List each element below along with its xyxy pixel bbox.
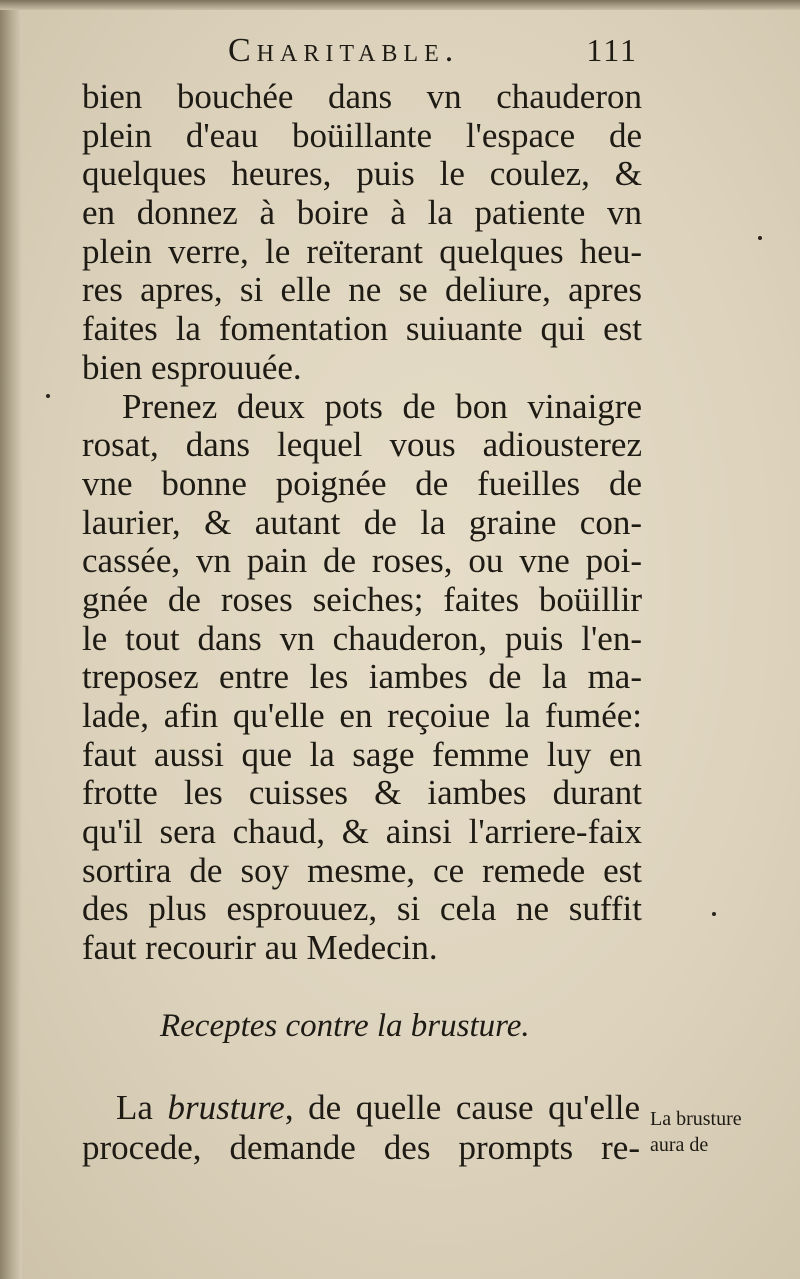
text-line: frotte les cuisses & iambes durant [82,773,642,813]
text-line: cassée, vn pain de roses, ou vne poi- [82,541,642,581]
page-gutter [0,0,22,1279]
text-line: laurier, & autant de la graine con- [82,502,642,542]
page-top-edge [0,0,800,10]
text-line: vne bonne poignée de fueilles de [82,463,642,503]
text-line: qu'il sera chaud, & ainsi l'arriere-faix [82,812,642,852]
text-line: lade, afin qu'elle en reçoiue la fumée: [82,696,642,735]
text-line: plein verre, le reïterant quelques heu- [82,231,642,271]
text-line: procede, demande des prompts re- [82,1128,640,1167]
text-line: faites la fomentation suiuante qui est [82,309,642,349]
text-line: gnée de roses seiches; faites boüillir [82,579,642,619]
paragraph-brusture [82,1088,640,1168]
margin-note [650,1106,790,1158]
text-line: bien esprouuée. [82,347,302,387]
text-line: faut aussi que la sage femme luy en [82,734,642,774]
text-line: bien bouchée dans vn chauderon [82,77,642,116]
ink-speck [46,394,50,398]
margin-note-line: aura de [650,1134,709,1156]
text-line: quelques heures, puis le coulez, & [82,154,642,194]
text-line: le tout dans vn chauderon, puis l'en- [82,618,642,658]
ink-speck [758,236,762,240]
ink-speck [712,912,716,916]
section-heading: Receptes contre la brusture. [160,1008,530,1044]
text-line: sortira de soy mesme, ce remede est [82,850,642,890]
running-head: Charitable. [228,32,460,69]
text-line: Prenez deux pots de bon vinaigre [122,386,642,426]
text-line: treposez entre les iambes de la ma- [82,657,642,697]
text-line: plein d'eau boüillante l'espace de [82,115,642,155]
page-number: 111 [586,32,638,68]
text-line: res apres, si elle ne se deliure, apres [82,270,642,310]
text-line [82,1088,640,1128]
text-line: des plus esprouuez, si cela ne suffit [82,889,642,929]
page-header [228,30,638,76]
text-line: en donnez à boire à la patiente vn [82,193,642,233]
body-text [82,78,642,968]
italic-term: brusture [167,1088,285,1127]
text-line: rosat, dans lequel vous adiousterez [82,425,642,465]
text-span: La [116,1088,168,1127]
margin-note-line: La brusture [650,1108,742,1130]
text-span: , de quelle cause qu'elle [284,1088,640,1127]
text-line: faut recourir au Medecin. [82,928,438,968]
